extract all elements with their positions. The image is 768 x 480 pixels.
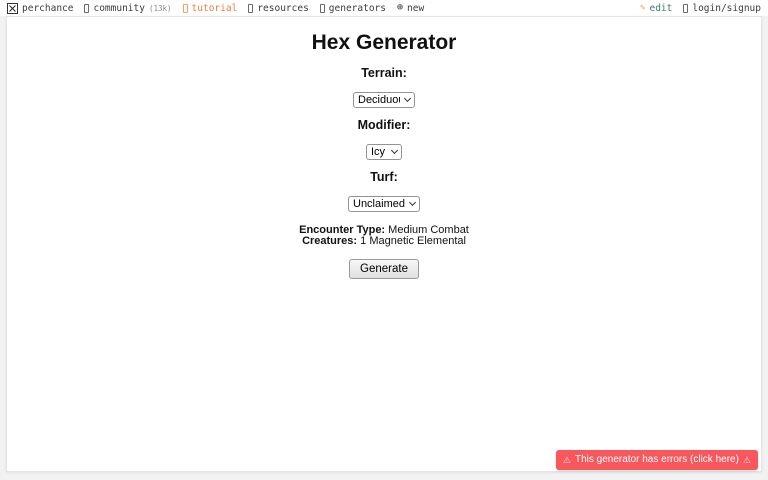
modifier-label: Modifier: bbox=[357, 118, 411, 132]
encounter-type-value: Medium Combat bbox=[388, 224, 469, 236]
generator-frame bbox=[6, 16, 762, 472]
creatures-label: Creatures: bbox=[302, 235, 358, 247]
login-signup-link[interactable] bbox=[683, 3, 761, 14]
nav-item-generators[interactable] bbox=[320, 3, 386, 14]
book-icon bbox=[84, 4, 89, 13]
topbar-left bbox=[7, 3, 424, 14]
generate-button[interactable]: Generate bbox=[349, 259, 419, 279]
modifier-select[interactable] bbox=[366, 144, 402, 160]
terrain-label: Terrain: bbox=[361, 66, 407, 80]
modifier-select-wrap bbox=[366, 143, 402, 160]
doc-icon bbox=[183, 4, 188, 13]
plus-circle-icon: ⊕ bbox=[397, 2, 404, 13]
login-signup-label: login/signup bbox=[692, 2, 761, 14]
nav-label-new: new bbox=[407, 2, 425, 14]
nav-item-new[interactable] bbox=[397, 3, 424, 14]
pencil-icon: ✎ bbox=[640, 2, 646, 13]
turf-select[interactable] bbox=[348, 196, 420, 212]
turf-label: Turf: bbox=[370, 170, 398, 184]
nav-item-community[interactable] bbox=[84, 3, 171, 14]
nav-label-generators: generators bbox=[328, 2, 386, 14]
creatures-line bbox=[7, 236, 761, 247]
doc-icon bbox=[320, 4, 325, 13]
perchance-logo-text: perchance bbox=[22, 2, 74, 14]
lock-icon bbox=[683, 4, 688, 13]
nav-label-community: community bbox=[93, 2, 145, 14]
warning-icon: ⚠ bbox=[562, 455, 571, 465]
generator-errors-text: This generator has errors (click here) bbox=[574, 454, 739, 465]
nav-label-tutorial: tutorial bbox=[191, 2, 238, 14]
results-block bbox=[7, 225, 761, 247]
generator-errors-badge[interactable] bbox=[556, 450, 758, 470]
warning-icon: ⚠ bbox=[742, 455, 751, 465]
edit-link[interactable] bbox=[640, 3, 672, 14]
perchance-logo-icon bbox=[7, 3, 18, 14]
encounter-type-label: Encounter Type: bbox=[299, 224, 386, 236]
nav-item-tutorial[interactable] bbox=[183, 3, 238, 14]
terrain-select[interactable] bbox=[353, 92, 415, 108]
community-count: (13k) bbox=[148, 3, 172, 13]
edit-link-label: edit bbox=[649, 2, 673, 14]
terrain-select-wrap bbox=[353, 91, 415, 108]
doc-icon bbox=[248, 4, 253, 13]
creatures-value: 1 Magnetic Elemental bbox=[360, 235, 466, 247]
perchance-logo-link[interactable] bbox=[7, 3, 73, 14]
page-title: Hex Generator bbox=[311, 31, 457, 54]
topbar-right bbox=[640, 3, 761, 14]
topbar bbox=[0, 0, 768, 16]
turf-select-wrap bbox=[348, 195, 420, 212]
nav-label-resources: resources bbox=[257, 2, 309, 14]
nav-item-resources[interactable] bbox=[248, 3, 308, 14]
